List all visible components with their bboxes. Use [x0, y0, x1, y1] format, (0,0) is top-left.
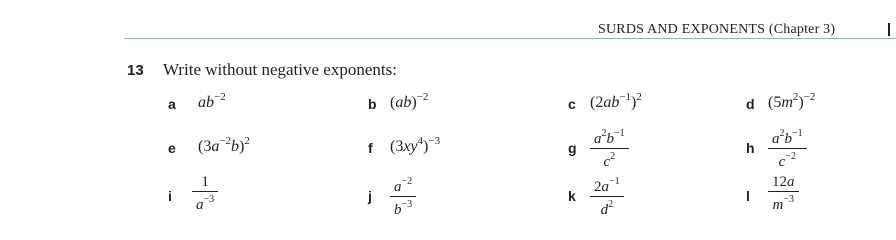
- numerator: 1: [192, 174, 218, 192]
- numerator: $a^2b^{-1}$: [590, 126, 629, 149]
- denominator: $c^2$: [603, 151, 616, 170]
- expression: $(5m^2)^{-2}$: [768, 91, 816, 111]
- denominator: $d^2$: [600, 199, 614, 218]
- part-k: [568, 174, 748, 218]
- fraction: [590, 174, 624, 219]
- part-label: g: [568, 140, 577, 156]
- numerator: 12a: [768, 174, 799, 192]
- header-rule: [124, 38, 896, 39]
- part-b: [368, 90, 548, 130]
- part-label: h: [746, 140, 755, 156]
- part-g: [568, 126, 748, 170]
- part-c: [568, 90, 748, 130]
- part-e: [168, 130, 348, 170]
- part-label: k: [568, 188, 576, 204]
- part-i: [168, 174, 348, 218]
- part-h: [746, 126, 896, 170]
- part-label: e: [168, 140, 176, 156]
- part-label: c: [568, 96, 576, 112]
- expression: (ab)$^{-2}$: [390, 91, 429, 111]
- fraction: [590, 126, 629, 171]
- part-label: d: [746, 96, 755, 112]
- part-label: b: [368, 96, 377, 112]
- fraction: [390, 174, 416, 219]
- question-number: 13: [127, 62, 144, 79]
- part-label: i: [168, 188, 172, 204]
- part-d: [746, 90, 896, 130]
- expression: $(3a^{-2}b)^2$: [198, 135, 250, 155]
- expression: $(3xy^4)^{-3}$: [390, 135, 441, 155]
- numerator: $a^{-2}$: [390, 174, 416, 197]
- part-label: a: [168, 96, 176, 112]
- denominator: $c^{-2}$: [778, 151, 796, 170]
- part-a: [168, 90, 348, 130]
- part-l: [746, 174, 896, 218]
- numerator: $2a^{-1}$: [590, 174, 624, 197]
- question-instruction: Write without negative exponents:: [163, 60, 397, 79]
- denominator: $m^{-3}$: [772, 194, 794, 213]
- page-edge-mark: [888, 23, 890, 36]
- fraction: [192, 174, 218, 214]
- part-j: [368, 174, 548, 218]
- fraction: [768, 174, 799, 214]
- numerator: $a^2b^{-1}$: [768, 126, 807, 149]
- expression: $(2ab^{-1})^2$: [590, 91, 642, 111]
- part-f: [368, 130, 548, 170]
- denominator: $b^{-3}$: [394, 199, 413, 218]
- part-label: f: [368, 140, 373, 156]
- expression: $ab^{-2}$: [198, 91, 226, 111]
- denominator: $a^{-3}$: [196, 194, 215, 213]
- running-title: SURDS AND EXPONENTS (Chapter 3): [598, 22, 836, 37]
- part-label: l: [746, 188, 750, 204]
- fraction: [768, 126, 807, 171]
- part-label: j: [368, 188, 372, 204]
